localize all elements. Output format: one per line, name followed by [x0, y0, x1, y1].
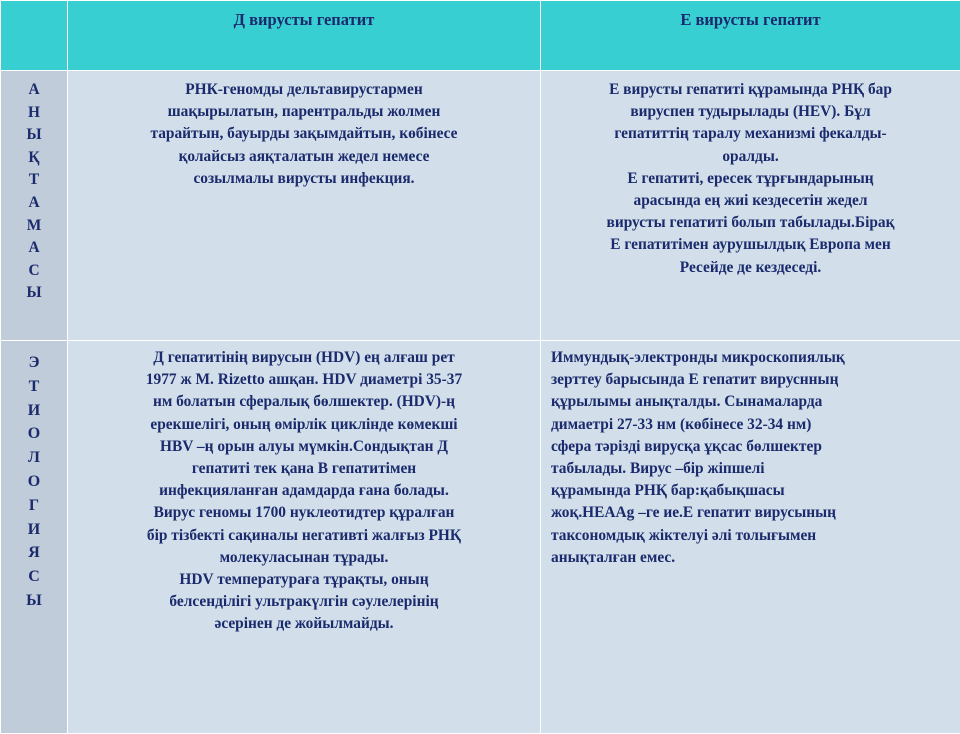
text-line: Е гепатиті, ересек тұрғындарының	[547, 168, 954, 190]
cell-text	[547, 79, 954, 279]
label-letter: Ы	[1, 282, 67, 305]
label-letter: М	[1, 215, 67, 238]
label-letter: Қ	[1, 147, 67, 170]
label-letter: Н	[1, 102, 67, 125]
text-line: әсерінен де жойылмайды.	[74, 613, 534, 635]
text-line: созылмалы вирусты инфекция.	[74, 168, 534, 190]
label-letter: А	[1, 79, 67, 102]
label-letter: Ы	[1, 589, 67, 613]
text-line: HBV –ң орын алуы мүмкін.Сондықтан Д	[74, 436, 534, 458]
vertical-label	[1, 341, 67, 613]
text-line: құрамында РНҚ бар:қабықшасы	[551, 480, 960, 502]
text-line: жоқ.HEAAg –ге ие.Е гепатит вирусының	[551, 502, 960, 524]
text-line: қолайсыз аяқталатын жедел немесе	[74, 146, 534, 168]
label-letter: Э	[1, 351, 67, 375]
label-letter: А	[1, 192, 67, 215]
cell-text	[74, 347, 534, 636]
text-line: таксономдық жіктелуі әлі толығымен	[551, 525, 960, 547]
label-letter: И	[1, 399, 67, 423]
text-line: Вирус геномы 1700 нуклеотидтер құралған	[74, 502, 534, 524]
text-line: құрылымы анықталды. Сынамаларда	[551, 391, 960, 413]
vertical-label	[1, 71, 67, 305]
cell-etiology-d	[68, 341, 541, 734]
table-row-etiology	[1, 341, 960, 734]
cell-text	[74, 79, 534, 190]
text-line: молекуласынан тұрады.	[74, 547, 534, 569]
text-line: вирусты гепатиті болып табылады.Бірақ	[547, 212, 954, 234]
text-line: гепатиті тек қана В гепатитімен	[74, 458, 534, 480]
text-line: HDV температураға тұрақты, оның	[74, 569, 534, 591]
row-label-etiology	[1, 341, 68, 734]
text-line: вируспен тудырылады (HEV). Бұл	[547, 101, 954, 123]
text-line: Е гепатитімен аурушылдық Европа мен	[547, 234, 954, 256]
label-letter: О	[1, 470, 67, 494]
text-line: оралды.	[547, 146, 954, 168]
text-line: гепатиттің таралу механизмі фекалды-	[547, 123, 954, 145]
text-line: Иммундық-электронды микроскопиялық	[551, 347, 960, 369]
cell-text	[551, 347, 960, 569]
label-letter: И	[1, 518, 67, 542]
label-letter: Т	[1, 375, 67, 399]
text-line: ерекшелігі, оның өмірлік циклінде көмекші	[74, 414, 534, 436]
header-corner-cell	[1, 1, 68, 71]
header-hepatitis-e: Е вирусты гепатит	[541, 1, 960, 71]
text-line: Е вирусты гепатиті құрамында РНҚ бар	[547, 79, 954, 101]
label-letter: Ы	[1, 124, 67, 147]
header-hepatitis-d: Д вирусты гепатит	[68, 1, 541, 71]
text-line: белсенділігі ультракүлгін сәулелерінің	[74, 591, 534, 613]
label-letter: Т	[1, 169, 67, 192]
text-line: сфера тәрізді вирусқа ұқсас бөлшектер	[551, 436, 960, 458]
text-line: инфекцияланған адамдарда ғана болады.	[74, 480, 534, 502]
text-line: 1977 ж M. Rizetto ашқан. HDV диаметрі 35-37	[74, 369, 534, 391]
text-line: Ресейде де кездеседі.	[547, 257, 954, 279]
text-line: арасында ең жиі кездесетін жедел	[547, 190, 954, 212]
label-letter: Я	[1, 541, 67, 565]
label-letter: Л	[1, 446, 67, 470]
text-line: РНК-геномды дельтавирустармен	[74, 79, 534, 101]
cell-etiology-e	[541, 341, 960, 734]
text-line: анықталған емес.	[551, 547, 960, 569]
text-line: зерттеу барысында Е гепатит вируснның	[551, 369, 960, 391]
label-letter: О	[1, 422, 67, 446]
label-letter: С	[1, 260, 67, 283]
text-line: табылады. Вирус –бір жіпшелі	[551, 458, 960, 480]
text-line: Д гепатитінің вирусын (HDV) ең алғаш рет	[74, 347, 534, 369]
table-header-row	[1, 1, 960, 71]
label-letter: С	[1, 565, 67, 589]
cell-definition-e	[541, 71, 960, 341]
text-line: тарайтын, бауырды зақымдайтын, көбінесе	[74, 123, 534, 145]
row-label-definition	[1, 71, 68, 341]
table-row-definition	[1, 71, 960, 341]
text-line: бір тізбекті сақиналы негативті жалғыз РНҚ	[74, 525, 534, 547]
text-line: нм болатын сфералық бөлшектер. (HDV)-ң	[74, 391, 534, 413]
cell-definition-d	[68, 71, 541, 341]
text-line: димаетрі 27-33 нм (көбінесе 32-34 нм)	[551, 414, 960, 436]
label-letter: Г	[1, 494, 67, 518]
label-letter: А	[1, 237, 67, 260]
text-line: шақырылатын, парентральды жолмен	[74, 101, 534, 123]
